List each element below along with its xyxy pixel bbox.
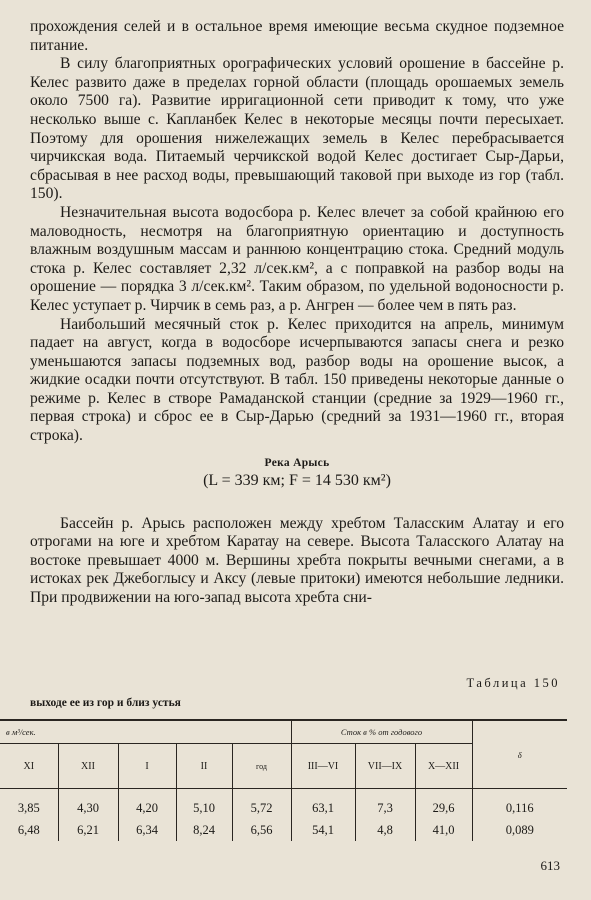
table-cell: 29,6 (415, 789, 472, 820)
table-header-cell: II (176, 744, 232, 789)
table-header-cell: I (118, 744, 176, 789)
table-cell: 6,21 (58, 819, 118, 841)
table-cell: 7,3 (355, 789, 415, 820)
table-row (0, 819, 567, 841)
table-cell: 0,116 (472, 789, 567, 820)
table-cell: 6,34 (118, 819, 176, 841)
table-cell: 41,0 (415, 819, 472, 841)
table-cell: 5,10 (176, 789, 232, 820)
table-cell: 5,72 (232, 789, 291, 820)
table-cell: 4,30 (58, 789, 118, 820)
table-group-header-left: в м³/сек. (6, 727, 36, 737)
table-group-header-right: Сток в % от годового (291, 720, 472, 744)
table-header-cell: XI (0, 744, 58, 789)
table-cell: 54,1 (291, 819, 355, 841)
river-parameters: (L = 339 км; F = 14 530 км²) (203, 471, 391, 489)
table-cell: 0,089 (472, 819, 567, 841)
table-header-cell: VII—IX (355, 744, 415, 789)
section-heading: Река Арысь (264, 456, 330, 469)
table-header-delta: δ (472, 720, 567, 789)
table-header-cell: XII (58, 744, 118, 789)
paragraph: Незначительная высота водосбора р. Келес влечет за собой крайнюю его маловодность, несмотря на благоприятную ориентацию и доступность влажным воздушным массам и раннюю концентрацию стока. Средний модуль стока р. Келес составляет 2,32 л/сек.км², а с поправкой на разбор воды на орошение — порядка 3 л/сек.км². Таким образом, по удельной водоносности р. Келес уступает р. Чирчик в семь раз, а р. Ангрен — более чем в пять раз. (30, 203, 564, 314)
table-header-cell: III—VI (291, 744, 355, 789)
data-table-container (0, 719, 591, 841)
table-caption: выходе ее из гор и близ устья (30, 697, 181, 709)
table-cell: 4,8 (355, 819, 415, 841)
body-text (30, 18, 564, 608)
table-header-cell: год (232, 744, 291, 789)
table-cell: 4,20 (118, 789, 176, 820)
paragraph: Наибольший месячный сток р. Келес приходится на апрель, минимум падает на август, когда в водосборе исчерпываются запасы снега и резко уменьшаются запасы подземных вод, разбор воды на орошение высок, а жидкие осадки почти отсутствуют. В табл. 150 приведены некоторые данные о режиме р. Келес в створе Рамаданской станции (средние за 1929—1960 гг., первая строка) и сброс ее в Сыр-Дарью (средний за 1931—1960 гг., вторая строка). (30, 315, 564, 445)
table-number: Таблица 150 (466, 676, 560, 690)
data-table (0, 719, 567, 841)
table-cell: 3,85 (17, 800, 40, 815)
table-cell: 6,48 (17, 822, 40, 837)
table-cell: 6,56 (232, 819, 291, 841)
table-row (0, 789, 567, 820)
table-header-cell: X—XII (415, 744, 472, 789)
page-number: 613 (540, 858, 560, 873)
paragraph: Бассейн р. Арысь расположен между хребтом Таласским Алатау и его отрогами на юге и хребтом Каратау на севере. Высота Таласского Алатау на востоке превышает 4000 м. Вершины хребта покрыты вечными снегами, а в истоках рек Джебоглысу и Аксу (левые притоки) имеются небольшие ледники. При продвижении на юго-запад высота хребта сни- (30, 514, 564, 607)
table-cell: 8,24 (176, 819, 232, 841)
paragraph: В силу благоприятных орографических условий орошение в бассейне р. Келес развито даже в пределах горной области (площадь орошаемых земель около 7500 га). Развитие ирригационной сети приводит к тому, что уже несколько выше с. Капланбек Келес в некоторые месяцы почти пересыхает. Поэтому для орошения нижележащих земель в Келес перебрасывается чирчикская вода. Питаемый черчикской водой Келес достигает Сыр-Дарьи, сбрасывая в нее расход воды, превышающий таковой при выходе из гор (табл. 150). (30, 55, 564, 203)
paragraph: прохождения селей и в остальное время имеющие весьма скудное подземное питание. (30, 18, 564, 54)
table-cell: 63,1 (291, 789, 355, 820)
